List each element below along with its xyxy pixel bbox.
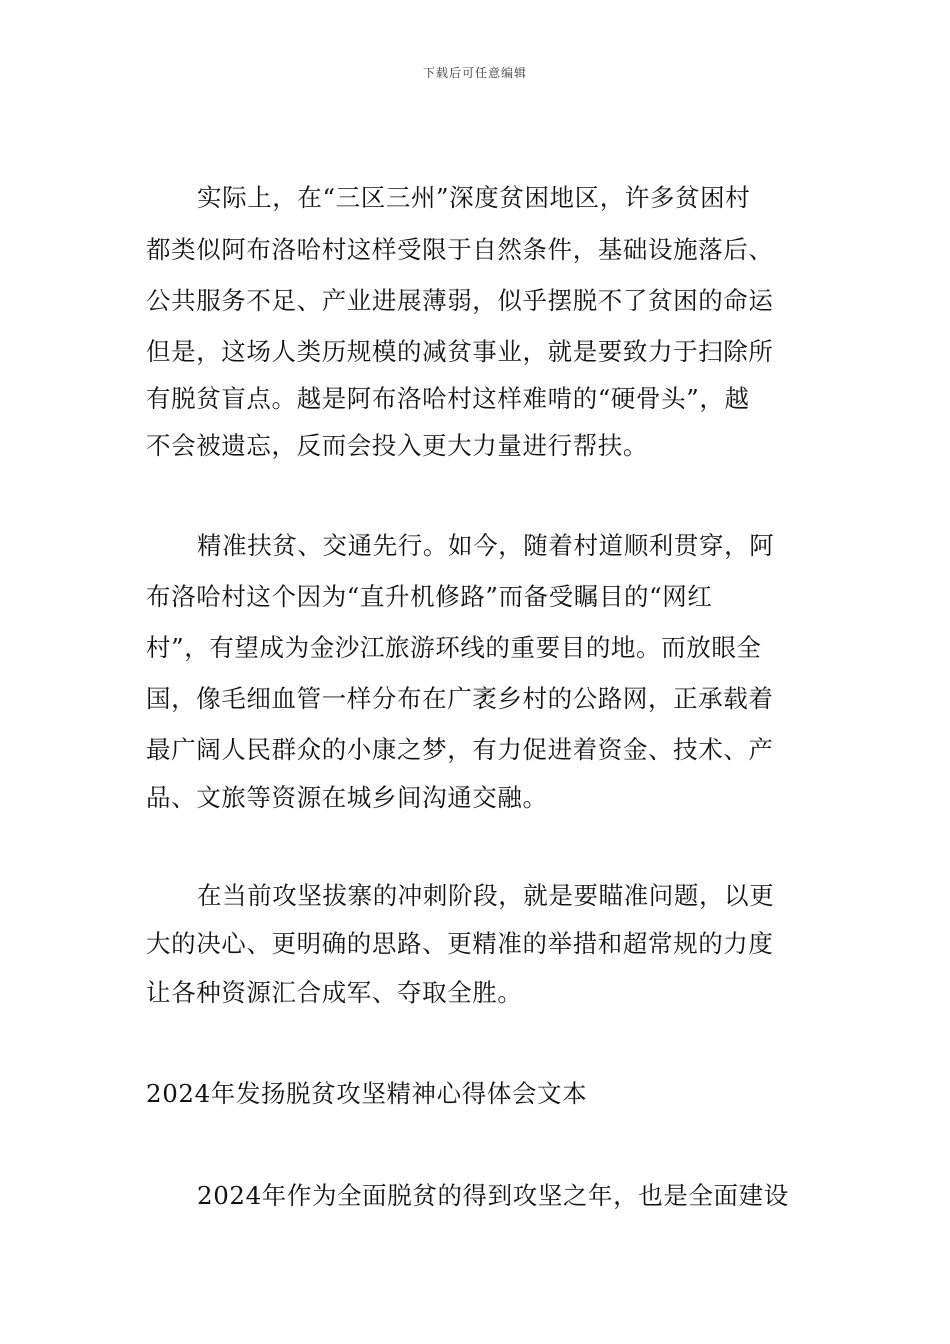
text-line: 品、文旅等资源在城乡间沟通交融。 — [146, 783, 548, 812]
text-line: 有脱贫盲点。越是阿布洛哈村这样难啃的“硬骨头”，越 — [146, 384, 750, 413]
text-line: 布洛哈村这个因为“直升机修路”而备受瞩目的“网红 — [146, 582, 713, 611]
text-line: 都类似阿布洛哈村这样受限于自然条件，基础设施落后、 — [146, 235, 774, 264]
text-line: 2024年作为全面脱贫的得到攻坚之年，也是全面建设 — [197, 1181, 789, 1210]
text-line: 公共服务不足、产业进展薄弱，似乎摆脱不了贫困的命运 — [146, 286, 774, 315]
section-title-text: 2024年发扬脱贫攻坚精神心得体会文本 — [146, 1079, 588, 1108]
text-line: 村”，有望成为金沙江旅游环线的重要目的地。而放眼全 — [146, 633, 762, 662]
text-line: 大的决心、更明确的思路、更精准的举措和超常规的力度 — [146, 929, 774, 958]
page-header: 下载后可任意编辑 — [422, 66, 527, 80]
text-line: 在当前攻坚拔寨的冲刺阶段，就是要瞄准问题，以更 — [197, 881, 775, 910]
text-line: 但是，这场人类历规模的减贫事业，就是要致力于扫除所 — [146, 337, 774, 366]
text-line: 最广阔人民群众的小康之梦，有力促进着资金、技术、产 — [146, 735, 774, 764]
text-line: 不会被遗忘，反而会投入更大力量进行帮扶。 — [146, 431, 648, 460]
text-line: 实际上，在“三区三州”深度贫困地区，许多贫困村 — [197, 183, 751, 212]
text-line: 国，像毛细血管一样分布在广袤乡村的公路网，正承载着 — [146, 684, 774, 713]
text-line: 让各种资源汇合成军、夺取全胜。 — [146, 978, 523, 1007]
text-line: 精准扶贫、交通先行。如今，随着村道顺利贯穿，阿 — [197, 531, 775, 560]
